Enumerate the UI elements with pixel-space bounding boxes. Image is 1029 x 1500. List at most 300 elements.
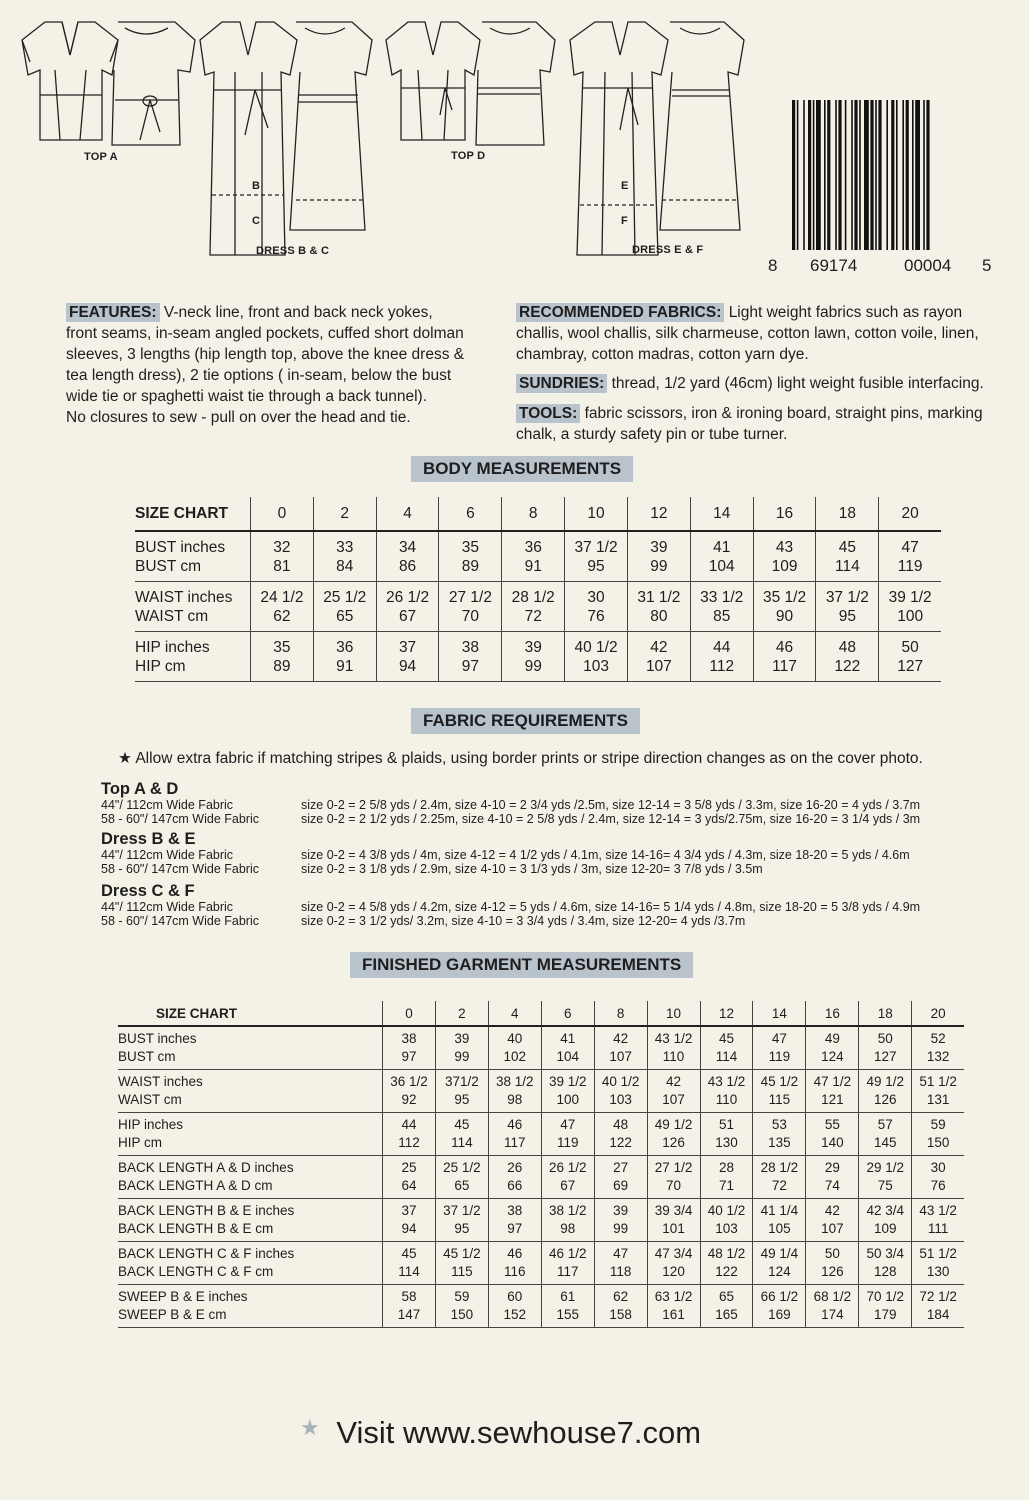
measurement-cell xyxy=(383,1113,436,1156)
value-inches: 38 1/2 xyxy=(548,1203,587,1218)
measurement-cell xyxy=(753,1242,806,1285)
size-header: 14 xyxy=(690,497,753,531)
value-inches: 39 xyxy=(613,1203,629,1218)
value-cm: 126 xyxy=(662,1135,685,1150)
barcode-bars xyxy=(792,100,990,250)
measurement-cell xyxy=(647,1026,700,1070)
value-inches: 43 1/2 xyxy=(654,1031,693,1046)
value-cm: 132 xyxy=(926,1049,950,1064)
value-cm: 70 xyxy=(666,1178,682,1193)
size-header: 2 xyxy=(435,1001,488,1026)
measurement-cell xyxy=(435,1113,488,1156)
fabric-row xyxy=(101,914,1001,928)
value-inches: 57 xyxy=(877,1117,893,1132)
finished-measurement-row xyxy=(118,1156,964,1199)
value-inches: 45 1/2 xyxy=(760,1074,799,1089)
value-cm: 92 xyxy=(401,1092,417,1107)
barcode-bar xyxy=(845,100,847,250)
measurement-cell xyxy=(488,1113,541,1156)
barcode-bar xyxy=(923,100,925,250)
value-cm: 98 xyxy=(560,1221,576,1236)
top-a-back-drawing xyxy=(112,22,195,145)
measurement-label xyxy=(118,1242,383,1285)
size-header: 10 xyxy=(647,1001,700,1026)
measurement-label xyxy=(135,582,251,632)
value-cm: 179 xyxy=(873,1307,897,1322)
value-inches: 41 xyxy=(713,538,731,556)
website-footer xyxy=(300,1415,701,1451)
measurement-cell xyxy=(753,1070,806,1113)
label-inches: BACK LENGTH C & F inches xyxy=(118,1246,295,1261)
measurement-cell xyxy=(912,1285,964,1328)
label-inches: WAIST inches xyxy=(118,1074,203,1089)
measurement-cell xyxy=(541,1199,594,1242)
value-cm: 94 xyxy=(401,1221,417,1236)
finished-measurement-row xyxy=(118,1113,964,1156)
measurement-cell xyxy=(594,1285,647,1328)
value-inches: 41 xyxy=(560,1031,576,1046)
fabric-row xyxy=(101,798,1001,812)
value-inches: 33 xyxy=(336,538,354,556)
value-inches: 24 1/2 xyxy=(260,588,304,606)
measurement-cell xyxy=(816,582,879,632)
value-inches: 27 xyxy=(613,1160,629,1175)
barcode-digit-first: 8 xyxy=(768,256,778,275)
value-cm: 80 xyxy=(650,607,668,625)
measurement-cell xyxy=(627,531,690,582)
label-inches: BACK LENGTH A & D inches xyxy=(118,1160,294,1175)
value-cm: 124 xyxy=(821,1049,844,1064)
measurement-cell xyxy=(859,1285,912,1328)
value-inches: 45 xyxy=(838,538,856,556)
barcode-bar xyxy=(859,100,861,250)
barcode-digits-left: 69174 xyxy=(810,256,858,275)
measurement-cell xyxy=(502,632,565,682)
fabric-requirements-title: FABRIC REQUIREMENTS xyxy=(411,708,640,734)
barcode-bar xyxy=(870,100,873,250)
measurement-cell xyxy=(383,1285,436,1328)
value-inches: 37 xyxy=(398,638,417,656)
value-cm: 99 xyxy=(524,657,542,675)
barcode-bar xyxy=(854,100,857,250)
value-cm: 95 xyxy=(454,1221,470,1236)
size-header: 8 xyxy=(594,1001,647,1026)
fabric-group-title: Dress C & F xyxy=(101,882,195,900)
measurement-cell xyxy=(912,1242,964,1285)
measurement-cell xyxy=(488,1285,541,1328)
value-inches: 37 1/2 xyxy=(825,588,869,606)
value-cm: 145 xyxy=(873,1135,897,1150)
body-measurements-title: BODY MEASUREMENTS xyxy=(411,456,633,482)
value-inches: 37 1/2 xyxy=(574,538,618,556)
value-inches: 28 xyxy=(718,1160,734,1175)
features-section xyxy=(66,302,506,428)
value-inches: 59 xyxy=(930,1117,946,1132)
value-cm: 105 xyxy=(768,1221,791,1236)
size-header: 0 xyxy=(383,1001,436,1026)
measurement-cell xyxy=(502,531,565,582)
value-cm: 103 xyxy=(583,657,609,675)
value-inches: 46 1/2 xyxy=(548,1246,587,1261)
value-inches: 70 1/2 xyxy=(866,1289,905,1304)
measurement-cell xyxy=(879,632,941,682)
measurement-cell xyxy=(753,1285,806,1328)
measurement-cell xyxy=(700,1242,753,1285)
measurement-cell xyxy=(753,1026,806,1070)
measurement-cell xyxy=(435,1242,488,1285)
value-cm: 76 xyxy=(587,607,605,625)
label-inches: HIP inches xyxy=(135,638,210,656)
value-inches: 26 xyxy=(507,1160,523,1175)
label-top-d: TOP D xyxy=(451,150,486,162)
value-inches: 62 xyxy=(613,1289,629,1304)
top-d-front-drawing xyxy=(386,22,480,140)
measurement-label xyxy=(135,632,251,682)
barcode-bar xyxy=(912,100,914,250)
fabric-yardage: size 0-2 = 3 1/2 yds/ 3.2m, size 4-10 = 3 3/4 yds / 3.4m, size 12-20= 4 yds /3.7m xyxy=(301,914,746,928)
size-header: 10 xyxy=(565,497,628,531)
label-inches: HIP inches xyxy=(118,1117,184,1132)
value-inches: 44 xyxy=(713,638,731,656)
value-cm: 90 xyxy=(775,607,794,625)
value-cm: 107 xyxy=(662,1092,685,1107)
value-cm: 99 xyxy=(613,1221,629,1236)
value-cm: 165 xyxy=(715,1307,738,1322)
value-inches: 37 1/2 xyxy=(443,1203,481,1218)
dress-b-back-drawing xyxy=(290,22,372,230)
garment-illustrations xyxy=(0,0,760,270)
measurement-cell xyxy=(647,1242,700,1285)
label-inches: WAIST inches xyxy=(135,588,233,606)
value-inches: 49 1/2 xyxy=(654,1117,693,1132)
fabric-group-top-a-d xyxy=(101,781,1001,826)
measurement-cell xyxy=(251,582,314,632)
value-inches: 41 1/4 xyxy=(760,1203,799,1218)
measurement-cell xyxy=(912,1199,964,1242)
value-inches: 37 xyxy=(401,1203,417,1218)
body-measurement-row xyxy=(135,632,941,682)
value-cm: 76 xyxy=(930,1178,946,1193)
value-cm: 184 xyxy=(926,1307,950,1322)
measurement-label xyxy=(118,1026,383,1070)
value-cm: 114 xyxy=(451,1135,473,1150)
measurement-cell xyxy=(753,1199,806,1242)
value-inches: 371/2 xyxy=(444,1074,479,1089)
value-cm: 72 xyxy=(524,607,542,625)
measurement-cell xyxy=(647,1199,700,1242)
measurement-cell xyxy=(383,1026,436,1070)
value-inches: 44 xyxy=(401,1117,417,1132)
value-cm: 89 xyxy=(273,657,291,675)
value-inches: 49 1/4 xyxy=(760,1246,799,1261)
value-cm: 161 xyxy=(662,1307,685,1322)
measurement-cell xyxy=(690,582,753,632)
value-cm: 119 xyxy=(556,1135,579,1150)
value-cm: 115 xyxy=(768,1092,791,1107)
value-inches: 47 xyxy=(560,1117,576,1132)
measurement-label xyxy=(118,1156,383,1199)
features-line: front seams, in-seam angled pockets, cuffed short dolman xyxy=(66,325,464,342)
measurement-cell xyxy=(806,1026,859,1070)
value-inches: 47 1/2 xyxy=(813,1074,852,1089)
value-inches: 48 xyxy=(613,1117,629,1132)
barcode-bar xyxy=(902,100,904,250)
value-cm: 102 xyxy=(503,1049,527,1064)
fabric-row xyxy=(101,812,1001,826)
visit-website-text: Visit www.sewhouse7.com xyxy=(336,1415,702,1450)
fabric-yardage: size 0-2 = 4 3/8 yds / 4m, size 4-12 = 4 1/2 yds / 4.1m, size 14-16= 4 3/4 yds / 4.3m, size 18-20 = 5 yds / 4.6m xyxy=(301,848,910,862)
barcode-bar xyxy=(878,100,881,250)
label-inches: BUST inches xyxy=(118,1031,197,1046)
features-line: V-neck line, front and back neck yokes, xyxy=(163,304,433,321)
value-inches: 51 xyxy=(718,1117,734,1132)
value-cm: 99 xyxy=(454,1049,470,1064)
value-inches: 39 xyxy=(524,638,542,656)
size-chart-label: SIZE CHART xyxy=(118,1001,383,1026)
value-cm: 70 xyxy=(461,607,480,625)
measurement-cell xyxy=(806,1242,859,1285)
measurement-cell xyxy=(313,632,376,682)
value-cm: 114 xyxy=(835,557,860,575)
label-cm: BUST cm xyxy=(118,1049,176,1064)
measurement-cell xyxy=(488,1156,541,1199)
measurement-cell xyxy=(565,582,628,632)
measurement-cell xyxy=(541,1026,594,1070)
features-line: No closures to sew - pull on over the head and tie. xyxy=(66,409,411,426)
measurement-cell xyxy=(502,582,565,632)
measurement-cell xyxy=(541,1285,594,1328)
value-cm: 122 xyxy=(609,1135,632,1150)
value-cm: 135 xyxy=(768,1135,791,1150)
measurement-cell xyxy=(439,632,502,682)
fabric-width-label: 44"/ 112cm Wide Fabric xyxy=(101,848,234,862)
label-cm: BACK LENGTH B & E cm xyxy=(118,1221,274,1236)
value-cm: 169 xyxy=(768,1307,791,1322)
measurement-cell xyxy=(541,1156,594,1199)
barcode-bar xyxy=(797,100,799,250)
value-inches: 26 1/2 xyxy=(548,1160,587,1175)
value-inches: 30 xyxy=(930,1160,946,1175)
value-inches: 28 1/2 xyxy=(760,1160,799,1175)
fabric-group-title: Dress B & E xyxy=(101,830,196,848)
measurement-cell xyxy=(806,1156,859,1199)
measurement-cell xyxy=(383,1199,436,1242)
measurement-cell xyxy=(435,1070,488,1113)
fabrics-line: challis, wool challis, silk charmeuse, cotton lawn, cotton voile, linen, xyxy=(516,325,979,342)
value-cm: 65 xyxy=(336,607,354,625)
value-inches: 61 xyxy=(560,1289,576,1304)
value-inches: 65 xyxy=(718,1289,734,1304)
barcode-bar xyxy=(875,100,877,250)
value-inches: 45 1/2 xyxy=(443,1246,481,1261)
value-cm: 128 xyxy=(873,1264,897,1279)
measurement-cell xyxy=(647,1070,700,1113)
value-inches: 42 3/4 xyxy=(866,1203,905,1218)
value-cm: 94 xyxy=(398,657,417,675)
label-inches: BACK LENGTH B & E inches xyxy=(118,1203,295,1218)
measurement-cell xyxy=(700,1070,753,1113)
value-inches: 50 xyxy=(901,638,919,656)
value-cm: 114 xyxy=(715,1049,738,1064)
fabric-width-label: 44"/ 112cm Wide Fabric xyxy=(101,798,234,812)
value-inches: 45 xyxy=(718,1031,734,1046)
measurement-cell xyxy=(251,632,314,682)
value-cm: 122 xyxy=(834,657,861,675)
measurement-cell xyxy=(700,1285,753,1328)
label-cm: SWEEP B & E cm xyxy=(118,1307,227,1322)
finished-measurement-row xyxy=(118,1199,964,1242)
measurement-cell xyxy=(541,1242,594,1285)
measurement-cell xyxy=(565,632,628,682)
size-header: 4 xyxy=(488,1001,541,1026)
value-inches: 51 1/2 xyxy=(919,1246,957,1261)
value-cm: 72 xyxy=(771,1178,787,1193)
fabric-width-label: 58 - 60"/ 147cm Wide Fabric xyxy=(101,812,259,826)
value-cm: 152 xyxy=(503,1307,527,1322)
value-inches: 43 xyxy=(775,538,794,556)
dress-e-front-drawing xyxy=(570,22,668,255)
size-header: 20 xyxy=(912,1001,964,1026)
measurement-cell xyxy=(912,1070,964,1113)
value-cm: 117 xyxy=(556,1264,579,1279)
label-cm: WAIST cm xyxy=(135,607,209,625)
value-inches: 49 xyxy=(824,1031,840,1046)
value-inches: 25 1/2 xyxy=(323,588,367,606)
value-cm: 84 xyxy=(336,557,354,575)
size-header: 16 xyxy=(806,1001,859,1026)
barcode-bar xyxy=(896,100,898,250)
barcode-bar xyxy=(824,100,826,250)
value-inches: 29 1/2 xyxy=(866,1160,905,1175)
value-cm: 75 xyxy=(877,1178,893,1193)
size-header: 4 xyxy=(376,497,439,531)
barcode-bar xyxy=(915,100,920,250)
value-inches: 59 xyxy=(454,1289,470,1304)
value-cm: 127 xyxy=(897,657,924,675)
value-inches: 52 xyxy=(930,1031,946,1046)
measurement-cell xyxy=(565,531,628,582)
value-inches: 42 xyxy=(666,1074,682,1089)
measurement-cell xyxy=(879,531,941,582)
barcode-bar xyxy=(851,100,853,250)
value-inches: 34 xyxy=(398,538,417,556)
measurement-cell xyxy=(806,1070,859,1113)
star-icon: ★ xyxy=(300,1415,320,1440)
measurement-cell xyxy=(376,632,439,682)
barcode-bar xyxy=(906,100,909,250)
fabric-row xyxy=(101,862,1001,876)
value-cm: 109 xyxy=(873,1221,897,1236)
fabric-yardage: size 0-2 = 3 1/8 yds / 2.9m, size 4-10 = 3 1/3 yds / 3m, size 12-20= 3 7/8 yds / 3.5m xyxy=(301,862,763,876)
measurement-cell xyxy=(753,1156,806,1199)
barcode-bar xyxy=(827,100,830,250)
value-cm: 109 xyxy=(771,557,798,575)
value-cm: 107 xyxy=(821,1221,844,1236)
label-inches: SWEEP B & E inches xyxy=(118,1289,248,1304)
value-cm: 71 xyxy=(718,1178,734,1193)
measurement-cell xyxy=(488,1242,541,1285)
measurement-cell xyxy=(879,582,941,632)
value-cm: 107 xyxy=(645,657,672,675)
value-inches: 42 xyxy=(650,638,668,656)
value-cm: 91 xyxy=(336,657,354,675)
measurement-cell xyxy=(912,1156,964,1199)
value-inches: 36 xyxy=(336,638,354,656)
value-cm: 118 xyxy=(609,1264,632,1279)
value-cm: 95 xyxy=(454,1092,470,1107)
body-measurement-row xyxy=(135,531,941,582)
sundries-text: thread, 1/2 yard (46cm) light weight fusible interfacing. xyxy=(611,375,984,392)
measurement-cell xyxy=(700,1113,753,1156)
measurement-cell xyxy=(488,1026,541,1070)
measurement-cell xyxy=(594,1199,647,1242)
barcode-bar xyxy=(838,100,841,250)
value-cm: 126 xyxy=(821,1264,844,1279)
size-header: 18 xyxy=(859,1001,912,1026)
measurement-cell xyxy=(647,1113,700,1156)
value-inches: 27 1/2 xyxy=(448,588,492,606)
value-cm: 119 xyxy=(768,1049,791,1064)
measurement-cell xyxy=(313,582,376,632)
barcode-bar xyxy=(808,100,811,250)
measurement-label xyxy=(118,1285,383,1328)
label-cm: WAIST cm xyxy=(118,1092,182,1107)
measurement-cell xyxy=(383,1242,436,1285)
value-cm: 111 xyxy=(927,1221,949,1236)
value-inches: 40 1/2 xyxy=(601,1074,640,1089)
value-inches: 45 xyxy=(401,1246,417,1261)
value-cm: 81 xyxy=(273,557,291,575)
value-cm: 97 xyxy=(401,1049,417,1064)
measurement-cell xyxy=(690,632,753,682)
value-cm: 86 xyxy=(398,557,417,575)
features-line: tea length dress), 2 tie options ( in-seam, below the bust xyxy=(66,367,452,384)
value-inches: 50 3/4 xyxy=(866,1246,905,1261)
measurement-cell xyxy=(594,1070,647,1113)
measurement-cell xyxy=(488,1070,541,1113)
measurement-cell xyxy=(594,1156,647,1199)
measurement-cell xyxy=(313,531,376,582)
value-cm: 122 xyxy=(715,1264,738,1279)
measurement-cell xyxy=(912,1026,964,1070)
measurement-cell xyxy=(435,1199,488,1242)
measurement-cell xyxy=(859,1026,912,1070)
value-inches: 47 xyxy=(613,1246,629,1261)
fabric-group-title: Top A & D xyxy=(101,780,179,798)
barcode-bar xyxy=(864,100,869,250)
value-cm: 150 xyxy=(450,1307,474,1322)
value-inches: 40 1/2 xyxy=(707,1203,746,1218)
value-cm: 124 xyxy=(768,1264,791,1279)
barcode-bar xyxy=(886,100,888,250)
finished-measurement-row xyxy=(118,1070,964,1113)
measurement-cell xyxy=(439,582,502,632)
fabric-yardage: size 0-2 = 4 5/8 yds / 4.2m, size 4-12 = 5 yds / 4.6m, size 14-16= 5 1/4 yds / 4.8m, size 18-20 = 5 3/8 yds / 4.9m xyxy=(301,900,921,914)
value-inches: 39 xyxy=(650,538,668,556)
value-cm: 116 xyxy=(504,1264,526,1279)
fabric-row xyxy=(101,900,1001,914)
value-inches: 39 3/4 xyxy=(654,1203,693,1218)
measurement-cell xyxy=(627,632,690,682)
value-cm: 107 xyxy=(609,1049,632,1064)
label-inches: BUST inches xyxy=(135,538,226,556)
measurement-cell xyxy=(594,1242,647,1285)
value-inches: 68 1/2 xyxy=(813,1289,852,1304)
value-cm: 98 xyxy=(507,1092,523,1107)
measurement-cell xyxy=(859,1156,912,1199)
size-header: 20 xyxy=(879,497,941,531)
features-line: sleeves, 3 lengths (hip length top, above the knee dress & xyxy=(66,346,465,363)
